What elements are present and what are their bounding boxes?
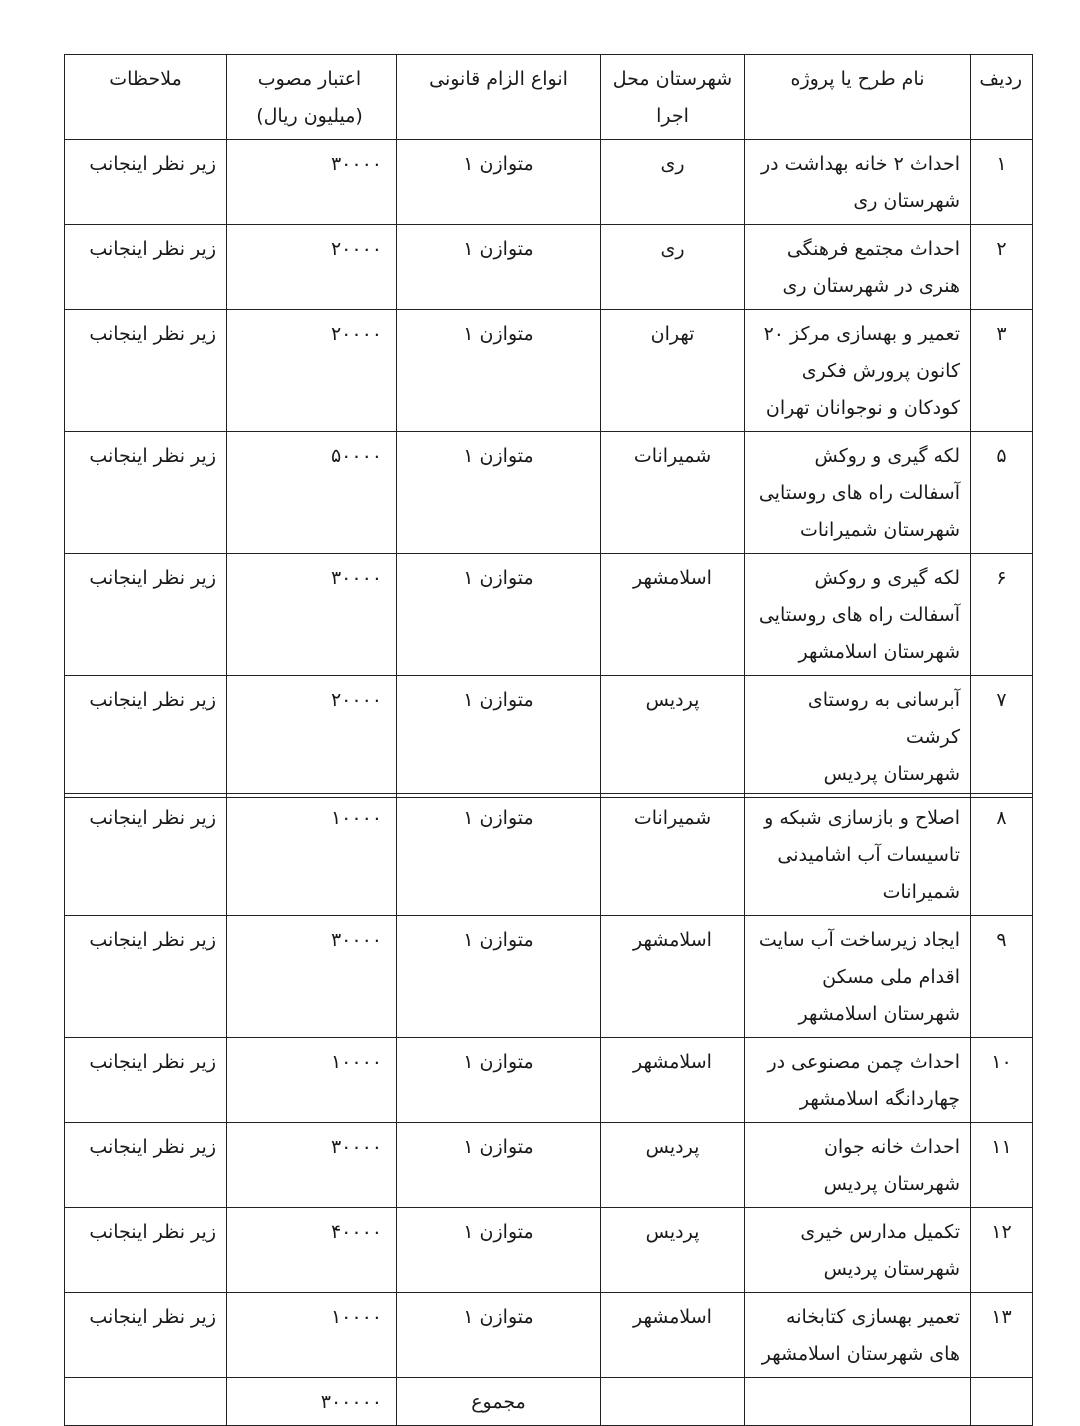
cell-notes: زیر نظر اینجانب (65, 916, 227, 1038)
table-row (65, 916, 1033, 1038)
projects-table-1 (64, 54, 1033, 798)
cell-notes: زیر نظر اینجانب (65, 1208, 227, 1293)
cell-legal-type: متوازن ۱ (397, 432, 601, 554)
cell-city: اسلامشهر (601, 1038, 745, 1123)
cell-city: اسلامشهر (601, 554, 745, 676)
cell-notes: زیر نظر اینجانب (65, 140, 227, 225)
cell-project-name: اصلاح و بازسازی شبکه و تاسیسات آب اشامیدنی شمیرانات (745, 794, 971, 916)
cell-notes: زیر نظر اینجانب (65, 225, 227, 310)
cell-legal-type: متوازن ۱ (397, 554, 601, 676)
cell-amount: ۱۰۰۰۰ (227, 1038, 397, 1123)
cell-project-name: احداث چمن مصنوعی در چهاردانگه اسلامشهر (745, 1038, 971, 1123)
cell-amount: ۲۰۰۰۰ (227, 310, 397, 432)
table-row (65, 310, 1033, 432)
cell-radif: ۳ (971, 310, 1033, 432)
cell-notes: زیر نظر اینجانب (65, 310, 227, 432)
cell-project-name: لکه گیری و روکش آسفالت راه های روستایی شهرستان اسلامشهر (745, 554, 971, 676)
cell-radif: ۱ (971, 140, 1033, 225)
cell-radif: ۱۰ (971, 1038, 1033, 1123)
cell-legal-type: متوازن ۱ (397, 1293, 601, 1378)
table-row (65, 225, 1033, 310)
cell-legal-type: متوازن ۱ (397, 794, 601, 916)
cell-notes: زیر نظر اینجانب (65, 1293, 227, 1378)
cell-amount: ۱۰۰۰۰ (227, 1293, 397, 1378)
total-label: مجموع (397, 1378, 601, 1426)
cell-amount: ۱۰۰۰۰ (227, 794, 397, 916)
cell-radif: ۹ (971, 916, 1033, 1038)
cell-project-name: احداث مجتمع فرهنگی هنری در شهرستان ری (745, 225, 971, 310)
cell-radif: ۵ (971, 432, 1033, 554)
total-row (65, 1378, 1033, 1426)
cell-city: پردیس (601, 1208, 745, 1293)
cell-project-name: ایجاد زیرساخت آب سایت اقدام ملی مسکن شهرستان اسلامشهر (745, 916, 971, 1038)
cell-legal-type: متوازن ۱ (397, 676, 601, 798)
table-row (65, 676, 1033, 798)
total-empty-cell (65, 1378, 227, 1426)
table-row (65, 1293, 1033, 1378)
cell-notes: زیر نظر اینجانب (65, 1038, 227, 1123)
header-city: شهرستان محل اجرا (601, 55, 745, 140)
cell-notes: زیر نظر اینجانب (65, 676, 227, 798)
cell-legal-type: متوازن ۱ (397, 140, 601, 225)
cell-city: شمیرانات (601, 794, 745, 916)
cell-project-name: احداث ۲ خانه بهداشت در شهرستان ری (745, 140, 971, 225)
cell-amount: ۲۰۰۰۰ (227, 676, 397, 798)
cell-amount: ۴۰۰۰۰ (227, 1208, 397, 1293)
cell-notes: زیر نظر اینجانب (65, 432, 227, 554)
cell-city: اسلامشهر (601, 1293, 745, 1378)
cell-project-name: آبرسانی به روستای کرشت شهرستان پردیس (745, 676, 971, 798)
cell-radif: ۷ (971, 676, 1033, 798)
projects-table-2 (64, 793, 1033, 1426)
cell-legal-type: متوازن ۱ (397, 225, 601, 310)
cell-notes: زیر نظر اینجانب (65, 1123, 227, 1208)
total-amount: ۳۰۰۰۰۰ (227, 1378, 397, 1426)
cell-radif: ۱۲ (971, 1208, 1033, 1293)
cell-legal-type: متوازن ۱ (397, 310, 601, 432)
header-legal-type: انواع الزام قانونی (397, 55, 601, 140)
cell-city: تهران (601, 310, 745, 432)
table-row (65, 140, 1033, 225)
total-empty-cell (745, 1378, 971, 1426)
table-row (65, 794, 1033, 916)
cell-project-name: تعمیر و بهسازی مرکز ۲۰ کانون پرورش فکری کودکان و نوجوانان تهران (745, 310, 971, 432)
cell-amount: ۳۰۰۰۰ (227, 140, 397, 225)
cell-legal-type: متوازن ۱ (397, 1123, 601, 1208)
cell-city: پردیس (601, 676, 745, 798)
cell-legal-type: متوازن ۱ (397, 916, 601, 1038)
header-radif: ردیف (971, 55, 1033, 140)
cell-amount: ۲۰۰۰۰ (227, 225, 397, 310)
cell-project-name: تکمیل مدارس خیری شهرستان پردیس (745, 1208, 971, 1293)
header-project-name: نام طرح یا پروژه (745, 55, 971, 140)
cell-city: پردیس (601, 1123, 745, 1208)
table-row (65, 1123, 1033, 1208)
header-notes: ملاحظات (65, 55, 227, 140)
total-empty-cell (601, 1378, 745, 1426)
cell-radif: ۲ (971, 225, 1033, 310)
table-row (65, 1208, 1033, 1293)
cell-amount: ۳۰۰۰۰ (227, 916, 397, 1038)
table-row (65, 554, 1033, 676)
header-row (65, 55, 1033, 140)
cell-amount: ۵۰۰۰۰ (227, 432, 397, 554)
cell-legal-type: متوازن ۱ (397, 1038, 601, 1123)
total-empty-cell (971, 1378, 1033, 1426)
header-approved-credit: اعتبار مصوب (میلیون ریال) (227, 55, 397, 140)
cell-city: اسلامشهر (601, 916, 745, 1038)
table-row (65, 1038, 1033, 1123)
cell-project-name: احداث خانه جوان شهرستان پردیس (745, 1123, 971, 1208)
cell-radif: ۱۱ (971, 1123, 1033, 1208)
cell-city: ری (601, 140, 745, 225)
cell-project-name: لکه گیری و روکش آسفالت راه های روستایی شهرستان شمیرانات (745, 432, 971, 554)
table-row (65, 432, 1033, 554)
cell-notes: زیر نظر اینجانب (65, 554, 227, 676)
cell-city: ری (601, 225, 745, 310)
cell-radif: ۸ (971, 794, 1033, 916)
cell-project-name: تعمیر بهسازی کتابخانه های شهرستان اسلامشهر (745, 1293, 971, 1378)
cell-amount: ۳۰۰۰۰ (227, 554, 397, 676)
cell-notes: زیر نظر اینجانب (65, 794, 227, 916)
cell-amount: ۳۰۰۰۰ (227, 1123, 397, 1208)
cell-radif: ۱۳ (971, 1293, 1033, 1378)
cell-legal-type: متوازن ۱ (397, 1208, 601, 1293)
cell-radif: ۶ (971, 554, 1033, 676)
cell-city: شمیرانات (601, 432, 745, 554)
